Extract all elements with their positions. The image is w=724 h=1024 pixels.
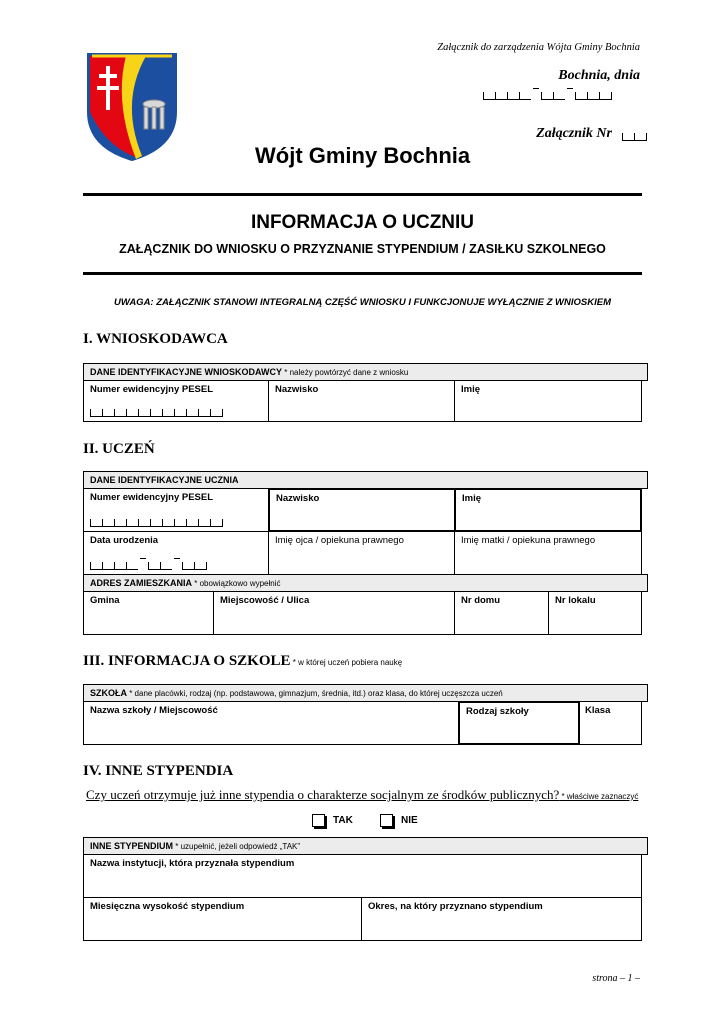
table-title: ADRES ZAMIESZKANIA: [90, 578, 193, 588]
applicant-name-field[interactable]: [454, 380, 642, 422]
flat-number-field[interactable]: [548, 591, 642, 635]
birth-date-field[interactable]: [83, 531, 269, 575]
field-label: Numer ewidencyjny PESEL: [90, 492, 214, 503]
section-heading-school: [83, 653, 402, 670]
field-label: Numer ewidencyjny PESEL: [90, 384, 214, 395]
scholarship-question: [86, 787, 638, 803]
question-note: * właściwe zaznaczyć: [559, 792, 639, 801]
mother-name-field[interactable]: [454, 531, 642, 575]
student-surname-field[interactable]: [268, 488, 456, 532]
table-title: SZKOŁA: [90, 688, 127, 698]
table-note: * dane placówki, rodzaj (np. podstawowa, gimnazjum, średnia, itd.) oraz klasa, do której uczęszcza uczeń: [127, 689, 503, 698]
student-pesel-field[interactable]: [83, 488, 269, 532]
table-title: INNE STYPENDIUM: [90, 841, 174, 851]
date-field[interactable]: [483, 92, 612, 100]
table-title: DANE IDENTYFIKACYJNE UCZNIA: [90, 475, 239, 485]
coat-of-arms-icon: [86, 52, 178, 162]
field-label: Miesięczna wysokość stypendium: [90, 901, 245, 912]
field-label: Nazwisko: [275, 384, 319, 395]
section-heading-student: II. UCZEŃ: [83, 441, 155, 457]
heading-text: III. INFORMACJA O SZKOLE: [83, 653, 291, 669]
school-type-field[interactable]: [458, 701, 580, 745]
father-name-field[interactable]: [268, 531, 455, 575]
attachment-label: Załącznik Nr: [536, 126, 612, 141]
field-label: Data urodzenia: [90, 535, 159, 546]
table-header-address: [83, 574, 648, 592]
field-label: Gmina: [90, 595, 120, 606]
field-label: Nr domu: [461, 595, 501, 606]
divider: [83, 193, 642, 196]
authority-title: Wójt Gminy Bochnia: [255, 143, 471, 168]
table-header-other-scholarship: [83, 837, 648, 855]
field-label: Okres, na który przyznano stypendium: [368, 901, 543, 912]
section-heading-other-scholarships: IV. INNE STYPENDIA: [83, 763, 234, 779]
attachment-number-field[interactable]: [622, 133, 647, 141]
field-label: Nazwa szkoły / Miejscowość: [90, 705, 218, 716]
section-heading-applicant: I. WNIOSKODAWCA: [83, 331, 228, 347]
field-label: Klasa: [585, 705, 611, 716]
page-title: INFORMACJA O UCZNIU: [250, 212, 475, 233]
top-note: Załącznik do zarządzenia Wójta Gminy Bochnia: [437, 42, 640, 53]
table-note: * należy powtórzyć dane z wniosku: [282, 368, 409, 377]
field-label: Rodzaj szkoły: [466, 706, 529, 717]
institution-field[interactable]: [83, 854, 642, 898]
field-label: Nazwa instytucji, która przyznała stypendium: [90, 858, 295, 869]
school-name-field[interactable]: [83, 701, 460, 745]
locality-street-field[interactable]: [213, 591, 455, 635]
commune-field[interactable]: [83, 591, 214, 635]
applicant-surname-field[interactable]: [268, 380, 455, 422]
page-number: strona – 1 –: [592, 973, 640, 984]
yes-checkbox[interactable]: [312, 814, 353, 827]
city-date-label: Bochnia, dnia: [558, 68, 640, 83]
table-note: * uzupełnić, jeżeli odpowiedź „TAK”: [173, 842, 301, 851]
field-label: Nazwisko: [276, 493, 320, 504]
field-label: Imię: [462, 493, 482, 504]
period-field[interactable]: [361, 897, 642, 941]
field-label: Nr lokalu: [555, 595, 596, 606]
table-header-applicant: [83, 363, 648, 381]
question-text: Czy uczeń otrzymuje już inne stypendia o charakterze socjalnym ze środków publicznych?: [86, 787, 560, 802]
student-name-field[interactable]: [454, 488, 642, 532]
house-number-field[interactable]: [454, 591, 549, 635]
checkbox-label: TAK: [333, 815, 353, 826]
table-header-student: [83, 471, 648, 489]
field-label: Imię: [461, 384, 481, 395]
heading-note: * w której uczeń pobiera naukę: [290, 658, 403, 667]
warning-text: UWAGA: ZAŁĄCZNIK STANOWI INTEGRALNĄ CZĘŚĆ WNIOSKU I FUNKCJONUJE WYŁĄCZNIE Z WNIOSKIEM: [114, 297, 611, 308]
divider: [83, 272, 642, 275]
applicant-pesel-field[interactable]: [83, 380, 269, 422]
no-checkbox[interactable]: [380, 814, 418, 827]
field-label: Imię matki / opiekuna prawnego: [461, 535, 596, 546]
page-subtitle: ZAŁĄCZNIK DO WNIOSKU O PRZYZNANIE STYPENDIUM / ZASIŁKU SZKOLNEGO: [119, 242, 606, 256]
checkbox-icon[interactable]: [312, 814, 325, 827]
checkbox-label: NIE: [401, 815, 418, 826]
field-label: Miejscowość / Ulica: [220, 595, 310, 606]
table-title: DANE IDENTYFIKACYJNE WNIOSKODAWCY: [90, 367, 283, 377]
field-label: Imię ojca / opiekuna prawnego: [275, 535, 404, 546]
table-header-school: [83, 684, 648, 702]
table-note: * obowiązkowo wypełnić: [192, 579, 281, 588]
checkbox-icon[interactable]: [380, 814, 393, 827]
monthly-amount-field[interactable]: [83, 897, 362, 941]
class-field[interactable]: [578, 701, 642, 745]
